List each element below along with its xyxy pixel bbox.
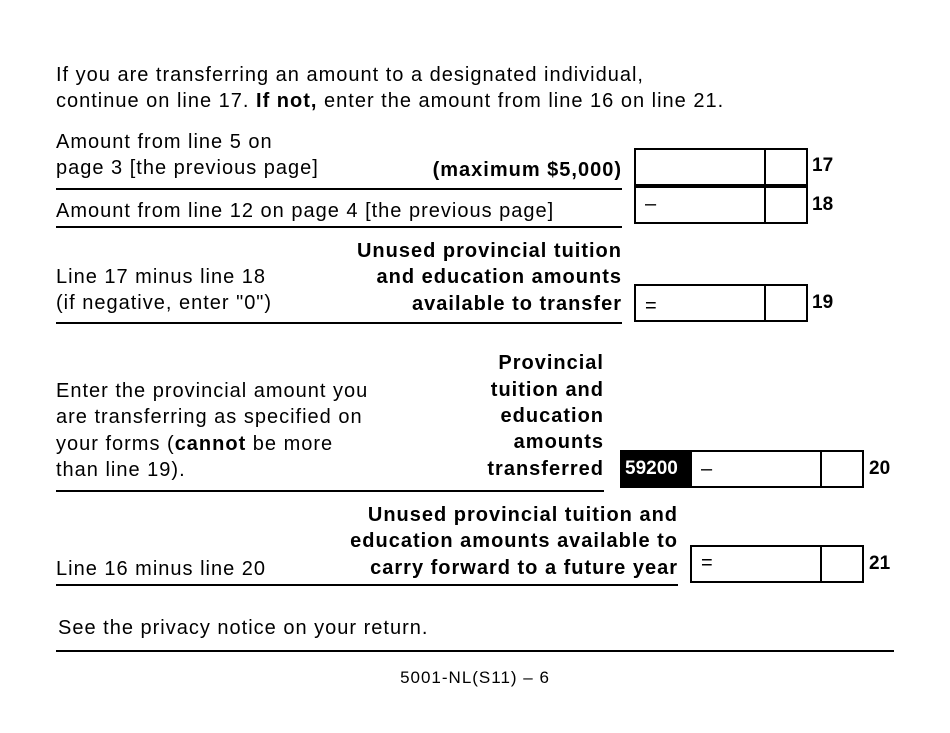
- line20-amount-field[interactable]: [690, 450, 864, 488]
- line20-title-1: Provincial: [498, 352, 604, 374]
- line20-label-bold: cannot: [174, 433, 247, 455]
- equals-sign: =: [701, 552, 713, 574]
- line17-amount-field[interactable]: [634, 148, 808, 186]
- intro-line-1: If you are transferring an amount to a designated individual,: [56, 64, 644, 86]
- line18-label: Amount from line 12 on page 4 [the previous page]: [56, 200, 555, 222]
- line20-label-1: Enter the provincial amount you: [56, 380, 369, 402]
- line17-label-1: Amount from line 5 on: [56, 131, 273, 153]
- line19-number: 19: [812, 292, 834, 313]
- intro-text-b: enter the amount from line 16 on line 21.: [317, 90, 725, 112]
- cents-divider: [820, 452, 822, 486]
- line20-label-3a: your forms (: [56, 433, 175, 455]
- line20-label-3b: be more: [246, 433, 334, 455]
- line20-code-box: 59200: [620, 450, 692, 488]
- line20-rule: [56, 490, 604, 492]
- line19-label-2: (if negative, enter "0"): [56, 292, 273, 314]
- line19-title-2: and education amounts: [376, 266, 622, 288]
- line17-number: 17: [812, 155, 834, 176]
- line19-label-1: Line 17 minus line 18: [56, 266, 267, 288]
- equals-sign: =: [645, 295, 657, 317]
- line19-amount-field[interactable]: [634, 284, 808, 322]
- line21-amount-field[interactable]: [690, 545, 864, 583]
- intro-line-2: [56, 88, 724, 114]
- line18-number: 18: [812, 194, 834, 215]
- line21-rule: [56, 584, 678, 586]
- line20-title-2: tuition and: [490, 379, 604, 401]
- line20-number: 20: [869, 458, 891, 479]
- line17-rule: [56, 188, 622, 190]
- line17-qualifier: (maximum $5,000): [432, 159, 622, 181]
- line20-label-4: than line 19).: [56, 459, 186, 481]
- line17-label-2: page 3 [the previous page]: [56, 157, 319, 179]
- intro-bold: If not,: [256, 90, 318, 112]
- form-id: 5001-NL(S11) – 6: [400, 668, 550, 687]
- line21-title-3: carry forward to a future year: [370, 557, 678, 579]
- line21-title-2: education amounts available to: [350, 530, 678, 552]
- cents-divider: [820, 547, 822, 581]
- minus-sign: –: [645, 193, 657, 215]
- intro-text-a: continue on line 17.: [56, 90, 257, 112]
- line20-title-5: transferred: [487, 458, 604, 480]
- cents-divider: [764, 188, 766, 222]
- line20-label-2: are transferring as specified on: [56, 406, 363, 428]
- line19-title-1: Unused provincial tuition: [356, 240, 622, 262]
- line20-title-4: amounts: [513, 431, 604, 453]
- line21-title-1: Unused provincial tuition and: [367, 504, 678, 526]
- line19-title-3: available to transfer: [412, 293, 622, 315]
- cents-divider: [764, 286, 766, 320]
- line21-number: 21: [869, 553, 891, 574]
- line19-rule: [56, 322, 622, 324]
- line21-label: Line 16 minus line 20: [56, 558, 267, 580]
- line18-rule: [56, 226, 622, 228]
- cents-divider: [764, 150, 766, 184]
- privacy-notice: See the privacy notice on your return.: [58, 617, 429, 639]
- line20-label-3: [56, 431, 333, 457]
- line18-amount-field[interactable]: [634, 186, 808, 224]
- line20-title-3: education: [500, 405, 604, 427]
- minus-sign: –: [701, 458, 713, 480]
- footer-rule: [56, 650, 894, 652]
